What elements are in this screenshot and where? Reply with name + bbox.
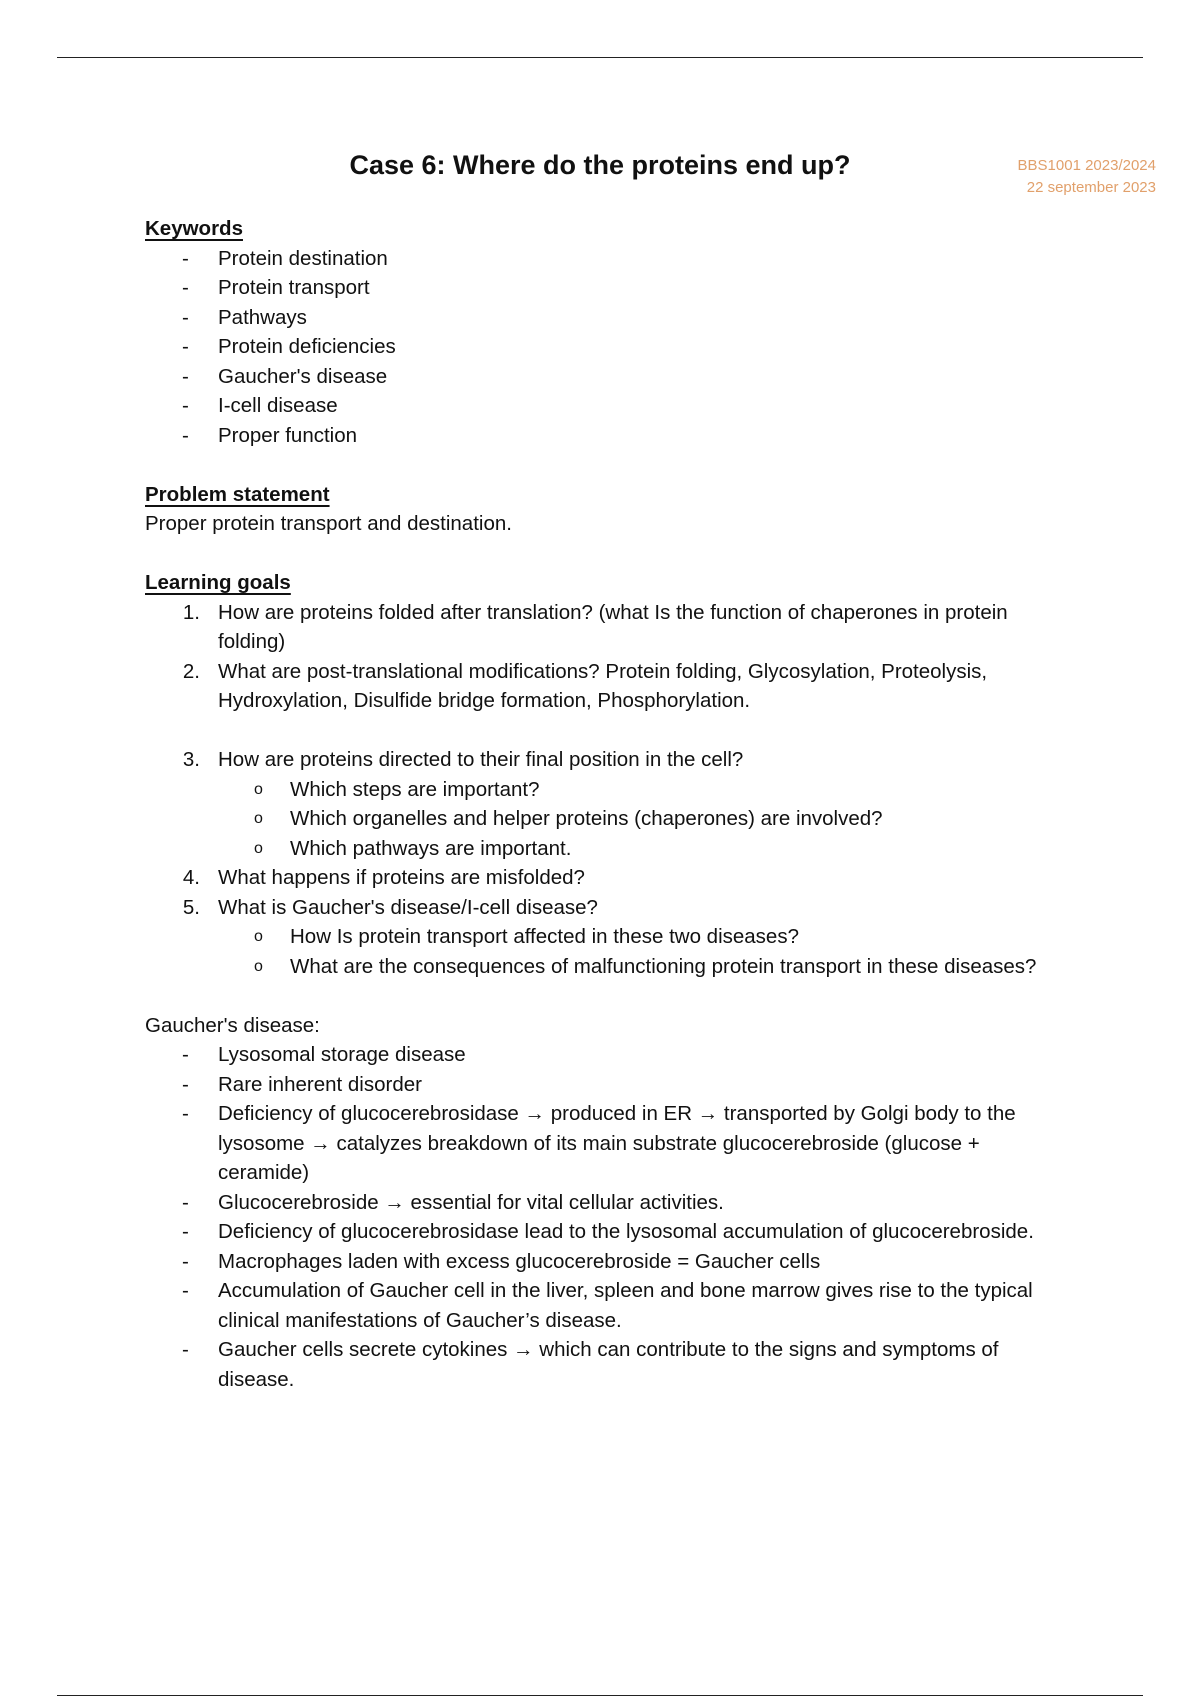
- list-item: - Deficiency of glucocerebrosidase lead to the lysosomal accumulation of glucocerebroside.: [145, 1217, 1065, 1247]
- list-item: - Lysosomal storage disease: [145, 1040, 1065, 1070]
- gaucher-heading: Gaucher's disease:: [145, 1013, 320, 1037]
- dash-bullet: -: [182, 1220, 189, 1243]
- keywords-list: [145, 244, 1065, 451]
- sub-list: [218, 922, 1065, 981]
- circle-bullet: o: [254, 839, 263, 857]
- sub-list: [218, 775, 1065, 864]
- dash-bullet: -: [182, 1249, 189, 1273]
- list-item: - Proper function: [145, 421, 1065, 451]
- list-item: - Accumulation of Gaucher cell in the liver, spleen and bone marrow gives rise to the typical clinical manifestations of Gaucher’s disease.: [145, 1276, 1065, 1335]
- top-rule: [57, 57, 1143, 58]
- dash-bullet: -: [182, 423, 189, 447]
- bottom-rule: [57, 1695, 1143, 1696]
- goal-item: 1. How are proteins folded after translation? (what Is the function of chaperones in protein folding): [145, 598, 1065, 657]
- list-item: - Gaucher cells secrete cytokines → which can contribute to the signs and symptoms of disease.: [145, 1335, 1065, 1394]
- circle-bullet: o: [254, 780, 263, 798]
- list-item: - Deficiency of glucocerebrosidase → produced in ER → transported by Golgi body to the lysosome → catalyzes breakdown of its main substrate glucocerebroside (glucose + ceramide): [145, 1099, 1065, 1188]
- sub-item: o Which organelles and helper proteins (chaperones) are involved?: [218, 804, 1065, 834]
- list-item: - Rare inherent disorder: [145, 1070, 1065, 1100]
- sub-item: o Which steps are important?: [218, 775, 1065, 805]
- list-item: - Protein deficiencies: [145, 332, 1065, 362]
- goal-item: 5. What is Gaucher's disease/I-cell disease? o How Is protein transport affected in these two diseases? o What are the consequences of malfunctioning protein transport in these diseases?: [145, 893, 1065, 982]
- goal-number: 2.: [182, 659, 200, 683]
- dash-bullet: -: [182, 1338, 189, 1361]
- dash-bullet: -: [182, 1102, 189, 1125]
- sub-item: o What are the consequences of malfunctioning protein transport in these diseases?: [218, 952, 1065, 982]
- goal-number: 1.: [182, 600, 200, 624]
- dash-bullet: -: [182, 305, 189, 329]
- document-meta: [1018, 155, 1156, 199]
- gaucher-list: [145, 1040, 1065, 1394]
- page-title: Case 6: Where do the proteins end up?: [349, 150, 851, 180]
- list-item: - Protein destination: [145, 244, 1065, 274]
- list-item: - I-cell disease: [145, 391, 1065, 421]
- course-code: BBS1001 2023/2024: [1017, 157, 1156, 174]
- goals-list: [145, 598, 1065, 716]
- dash-bullet: -: [182, 1043, 189, 1066]
- goal-number: 4.: [182, 866, 200, 889]
- goal-item: 4. What happens if proteins are misfolded?: [145, 863, 1065, 893]
- goal-number: 5.: [182, 895, 200, 919]
- goals-heading: Learning goals: [145, 571, 291, 594]
- dash-bullet: -: [182, 276, 189, 299]
- circle-bullet: o: [254, 810, 263, 827]
- list-item: - Glucocerebroside → essential for vital cellular activities.: [145, 1188, 1065, 1218]
- sub-item: o How Is protein transport affected in these two diseases?: [218, 922, 1065, 952]
- goal-item: 2. What are post-translational modifications? Protein folding, Glycosylation, Proteolysis, Hydroxylation, Disulfide bridge formation, Phosphorylation.: [145, 657, 1065, 716]
- problem-text: Proper protein transport and destination.: [145, 512, 512, 535]
- dash-bullet: -: [182, 364, 189, 388]
- dash-bullet: -: [182, 1190, 189, 1214]
- dash-bullet: -: [182, 1279, 189, 1302]
- list-item: - Macrophages laden with excess glucocerebroside = Gaucher cells: [145, 1247, 1065, 1277]
- goals-list-continued: [145, 745, 1065, 981]
- list-item: - Gaucher's disease: [145, 362, 1065, 392]
- document-body: [145, 214, 1065, 1394]
- document-date: 22 september 2023: [1026, 179, 1156, 196]
- keywords-heading: Keywords: [145, 217, 243, 240]
- dash-bullet: -: [182, 394, 189, 417]
- dash-bullet: -: [182, 1072, 189, 1096]
- problem-heading: Problem statement: [145, 482, 330, 506]
- sub-item: o Which pathways are important.: [218, 834, 1065, 864]
- list-item: - Protein transport: [145, 273, 1065, 303]
- goal-item: 3. How are proteins directed to their final position in the cell? o Which steps are important? o Which organelles and helper proteins (chaperones) are involved? o Which pathways are important.: [145, 745, 1065, 863]
- list-item: - Pathways: [145, 303, 1065, 333]
- circle-bullet: o: [254, 928, 263, 945]
- dash-bullet: -: [182, 246, 189, 270]
- circle-bullet: o: [254, 957, 263, 975]
- goal-number: 3.: [182, 748, 200, 771]
- dash-bullet: -: [182, 335, 189, 358]
